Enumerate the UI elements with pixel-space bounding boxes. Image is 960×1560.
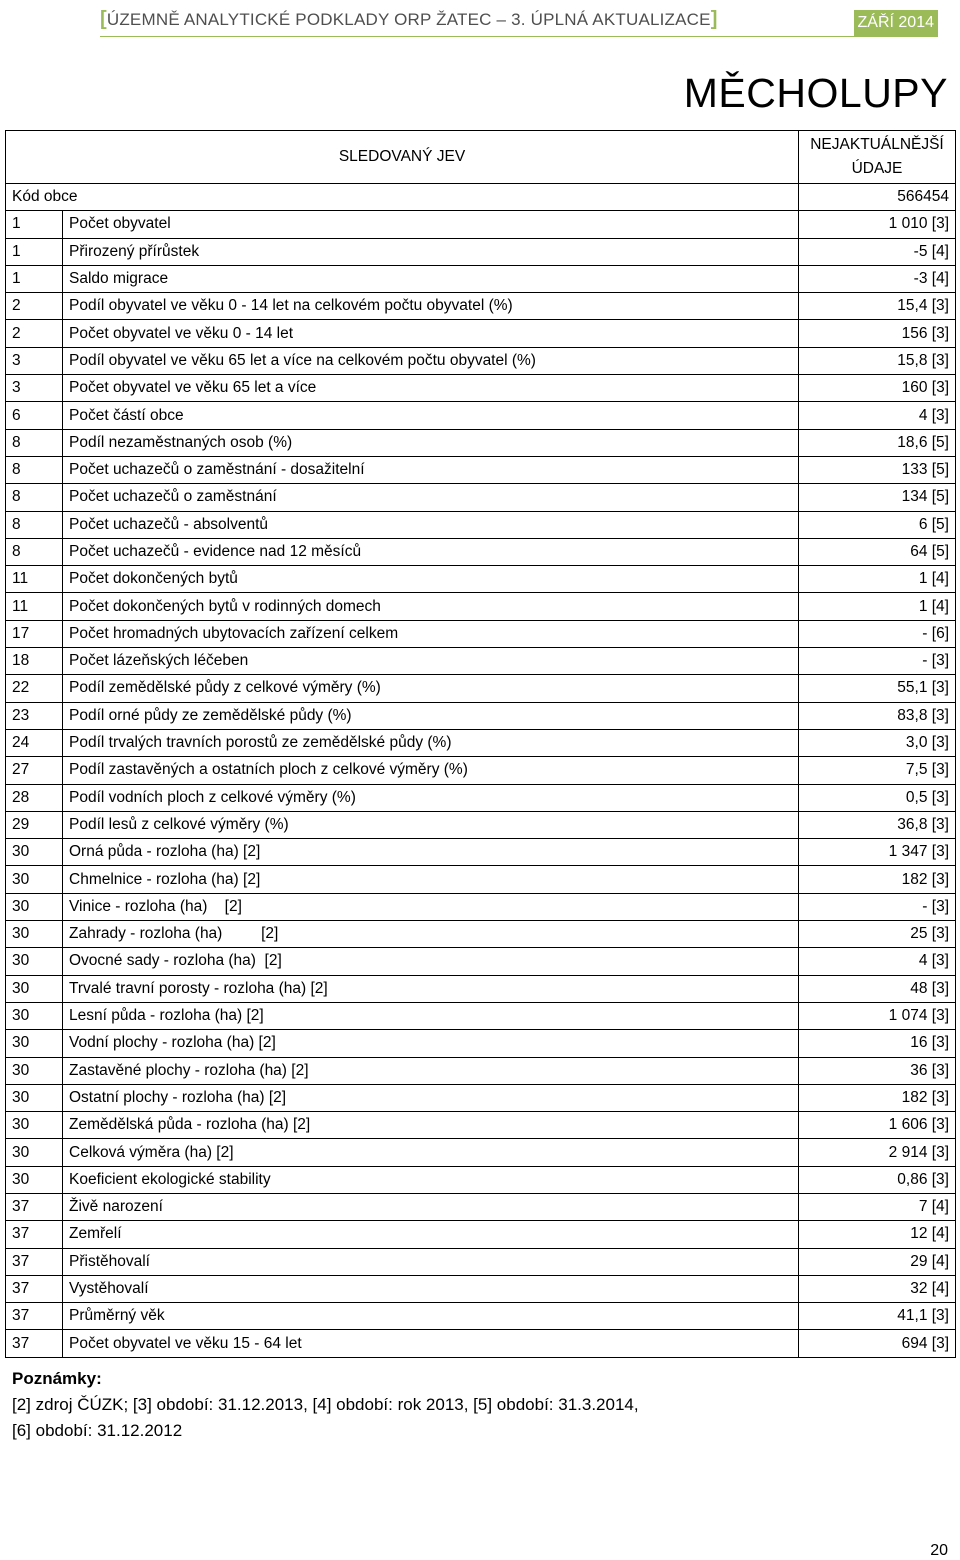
row-code: 1 [6,238,63,265]
page-header [100,6,938,37]
table-row [6,675,956,702]
table-row [6,347,956,374]
row-value: 16 [3] [799,1030,956,1057]
row-label: Zahrady - rozloha (ha) [2] [63,921,799,948]
row-value: 1 [4] [799,593,956,620]
row-value: 1 347 [3] [799,839,956,866]
table-row [6,238,956,265]
row-code: 17 [6,620,63,647]
row-code: 29 [6,811,63,838]
row-label: Ostatní plochy - rozloha (ha) [2] [63,1084,799,1111]
row-value: 6 [5] [799,511,956,538]
row-value: 29 [4] [799,1248,956,1275]
page-number: 20 [930,1542,948,1559]
row-label: Podíl nezaměstnaných osob (%) [63,429,799,456]
row-value: 1 606 [3] [799,1112,956,1139]
row-code: 30 [6,975,63,1002]
table-row [6,729,956,756]
row-label: Podíl zastavěných a ostatních ploch z celkové výměry (%) [63,757,799,784]
table-row [6,757,956,784]
row-code: 8 [6,429,63,456]
row-value: 18,6 [5] [799,429,956,456]
row-code: 37 [6,1275,63,1302]
code-row-value: 566454 [799,184,956,211]
table-row [6,429,956,456]
row-label: Přirozený přírůstek [63,238,799,265]
row-label: Podíl vodních ploch z celkové výměry (%) [63,784,799,811]
row-code: 37 [6,1248,63,1275]
row-label: Podíl zemědělské půdy z celkové výměry (%) [63,675,799,702]
row-label: Zemědělská půda - rozloha (ha) [2] [63,1112,799,1139]
table-row [6,456,956,483]
row-code: 30 [6,921,63,948]
table-row [6,375,956,402]
row-label: Vystěhovalí [63,1275,799,1302]
notes [12,1366,639,1444]
row-label: Vodní plochy - rozloha (ha) [2] [63,1030,799,1057]
row-label: Orná půda - rozloha (ha) [2] [63,839,799,866]
row-code: 2 [6,293,63,320]
row-code: 30 [6,1139,63,1166]
row-value: 36,8 [3] [799,811,956,838]
row-code: 8 [6,456,63,483]
table-row [6,320,956,347]
code-row-label: Kód obce [6,184,799,211]
table-row [6,566,956,593]
header-latest-line2: ÚDAJE [851,160,903,177]
table-row [6,1112,956,1139]
row-code: 30 [6,866,63,893]
row-value: 7 [4] [799,1193,956,1220]
table-row [6,1330,956,1357]
row-label: Podíl orné půdy ze zemědělské půdy (%) [63,702,799,729]
table-row [6,1193,956,1220]
row-value: - [3] [799,648,956,675]
row-code: 37 [6,1221,63,1248]
row-label: Počet obyvatel ve věku 15 - 64 let [63,1330,799,1357]
table-row [6,1221,956,1248]
row-label: Podíl lesů z celkové výměry (%) [63,811,799,838]
row-code: 30 [6,839,63,866]
row-code: 30 [6,1166,63,1193]
row-label: Podíl obyvatel ve věku 65 let a více na celkovém počtu obyvatel (%) [63,347,799,374]
table-row [6,866,956,893]
row-value: 182 [3] [799,1084,956,1111]
table-row [6,975,956,1002]
header-phenomenon: SLEDOVANÝ JEV [6,131,799,184]
notes-line-1: [2] zdroj ČÚZK; [3] období: 31.12.2013, [4] období: rok 2013, [5] období: 31.3.2014, [12,1395,639,1414]
row-code: 30 [6,1084,63,1111]
row-label: Počet uchazečů - absolventů [63,511,799,538]
table-row [6,1057,956,1084]
row-label: Počet obyvatel ve věku 65 let a více [63,375,799,402]
row-value: 133 [5] [799,456,956,483]
notes-title: Poznámky: [12,1369,102,1388]
row-label: Trvalé travní porosty - rozloha (ha) [2] [63,975,799,1002]
row-label: Počet uchazečů - evidence nad 12 měsíců [63,538,799,565]
header-bracket-close: ] [710,8,718,30]
row-value: 4 [3] [799,402,956,429]
table-row [6,620,956,647]
row-value: 55,1 [3] [799,675,956,702]
row-label: Přistěhovalí [63,1248,799,1275]
header-latest-line1: NEJAKTUÁLNĚJŠÍ [810,136,944,153]
row-code: 30 [6,1030,63,1057]
table-row [6,702,956,729]
row-code: 28 [6,784,63,811]
row-label: Počet lázeňských léčeben [63,648,799,675]
table-row [6,948,956,975]
header-latest [799,131,956,184]
table-row [6,1248,956,1275]
row-code: 30 [6,893,63,920]
row-value: 1 010 [3] [799,211,956,238]
row-code: 1 [6,265,63,292]
row-label: Ovocné sady - rozloha (ha) [2] [63,948,799,975]
row-value: 0,5 [3] [799,784,956,811]
row-label: Vinice - rozloha (ha) [2] [63,893,799,920]
row-label: Koeficient ekologické stability [63,1166,799,1193]
row-label: Živě narození [63,1193,799,1220]
row-label: Saldo migrace [63,265,799,292]
row-code: 18 [6,648,63,675]
table-row [6,211,956,238]
row-value: 156 [3] [799,320,956,347]
table-row [6,265,956,292]
row-label: Zemřelí [63,1221,799,1248]
row-value: 2 914 [3] [799,1139,956,1166]
table-row [6,1084,956,1111]
table-row [6,593,956,620]
row-value: 4 [3] [799,948,956,975]
row-code: 30 [6,948,63,975]
row-value: -5 [4] [799,238,956,265]
table-row [6,1275,956,1302]
row-value: - [3] [799,893,956,920]
row-label: Průměrný věk [63,1303,799,1330]
row-code: 3 [6,347,63,374]
row-label: Chmelnice - rozloha (ha) [2] [63,866,799,893]
row-code: 23 [6,702,63,729]
row-code: 8 [6,484,63,511]
row-value: 3,0 [3] [799,729,956,756]
table-row [6,293,956,320]
row-label: Počet hromadných ubytovacích zařízení celkem [63,620,799,647]
row-label: Počet dokončených bytů [63,566,799,593]
row-code: 6 [6,402,63,429]
row-value: 25 [3] [799,921,956,948]
row-value: 1 074 [3] [799,1002,956,1029]
row-code: 11 [6,566,63,593]
table-row [6,1030,956,1057]
row-value: 32 [4] [799,1275,956,1302]
row-code: 37 [6,1193,63,1220]
table-row [6,648,956,675]
row-code: 11 [6,593,63,620]
row-value: 64 [5] [799,538,956,565]
row-code: 30 [6,1112,63,1139]
row-code: 37 [6,1303,63,1330]
row-value: 15,8 [3] [799,347,956,374]
row-code: 27 [6,757,63,784]
table-row [6,1303,956,1330]
header-bracket-open: [ [100,8,107,30]
row-label: Počet obyvatel ve věku 0 - 14 let [63,320,799,347]
row-value: 1 [4] [799,566,956,593]
row-code: 30 [6,1002,63,1029]
table-row [6,784,956,811]
row-value: 12 [4] [799,1221,956,1248]
row-value: 41,1 [3] [799,1303,956,1330]
table-row [6,811,956,838]
row-label: Počet dokončených bytů v rodinných domech [63,593,799,620]
row-value: 182 [3] [799,866,956,893]
row-value: 694 [3] [799,1330,956,1357]
code-row [6,184,956,211]
row-code: 22 [6,675,63,702]
row-label: Podíl trvalých travních porostů ze zemědělské půdy (%) [63,729,799,756]
row-label: Lesní půda - rozloha (ha) [2] [63,1002,799,1029]
row-value: 48 [3] [799,975,956,1002]
indicator-table [5,130,956,1358]
row-code: 8 [6,538,63,565]
row-value: 15,4 [3] [799,293,956,320]
row-value: - [6] [799,620,956,647]
table-row [6,893,956,920]
row-label: Počet uchazečů o zaměstnání [63,484,799,511]
row-code: 24 [6,729,63,756]
row-value: 83,8 [3] [799,702,956,729]
row-code: 2 [6,320,63,347]
row-label: Zastavěné plochy - rozloha (ha) [2] [63,1057,799,1084]
row-code: 8 [6,511,63,538]
table-row [6,511,956,538]
table-row [6,1139,956,1166]
row-code: 37 [6,1330,63,1357]
row-code: 3 [6,375,63,402]
table-header-row [6,131,956,184]
row-label: Počet uchazečů o zaměstnání - dosažitelní [63,456,799,483]
row-value: 0,86 [3] [799,1166,956,1193]
header-title [100,8,718,31]
row-label: Počet částí obce [63,402,799,429]
row-value: -3 [4] [799,265,956,292]
row-value: 134 [5] [799,484,956,511]
table-row [6,538,956,565]
table-row [6,402,956,429]
row-label: Počet obyvatel [63,211,799,238]
row-code: 30 [6,1057,63,1084]
row-value: 36 [3] [799,1057,956,1084]
header-title-text: ÚZEMNĚ ANALYTICKÉ PODKLADY ORP ŽATEC – 3. ÚPLNÁ AKTUALIZACE [106,10,711,29]
table-row [6,839,956,866]
row-value: 160 [3] [799,375,956,402]
header-date: ZÁŘÍ 2014 [854,10,938,36]
table-row [6,1002,956,1029]
table-row [6,1166,956,1193]
row-code: 1 [6,211,63,238]
row-value: 7,5 [3] [799,757,956,784]
place-title: MĚCHOLUPY [683,70,948,116]
notes-line-2: [6] období: 31.12.2012 [12,1421,183,1440]
table-row [6,484,956,511]
row-label: Podíl obyvatel ve věku 0 - 14 let na celkovém počtu obyvatel (%) [63,293,799,320]
row-label: Celková výměra (ha) [2] [63,1139,799,1166]
table-row [6,921,956,948]
